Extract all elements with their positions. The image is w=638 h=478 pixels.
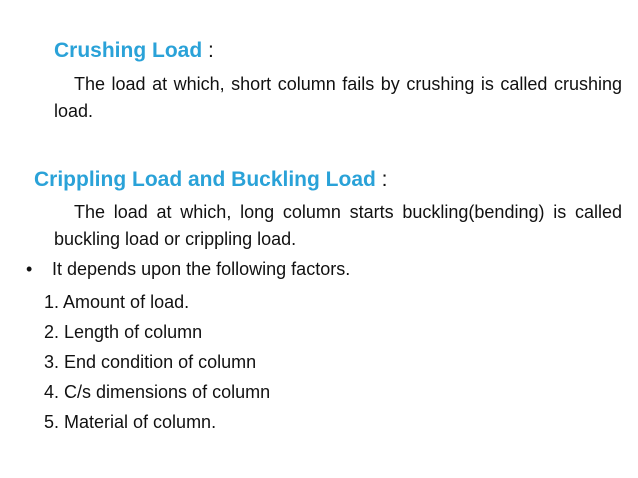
definition-text: The load at which, short column fails by crushing is called crushing load. <box>54 74 622 121</box>
heading-colon: : <box>381 168 388 191</box>
crippling-load-definition <box>54 199 622 253</box>
factor-item: 3. End condition of column <box>44 352 257 372</box>
crippling-load-heading <box>34 167 388 193</box>
heading-colon: : <box>208 39 214 62</box>
heading-term: Crushing Load <box>54 39 203 62</box>
factor-item: 2. Length of column <box>44 322 203 342</box>
factors-bullet <box>26 256 350 282</box>
factors-list <box>44 287 270 437</box>
bullet-dot: • <box>26 259 33 279</box>
factor-item: 4. C/s dimensions of column <box>44 382 271 402</box>
heading-term: Crippling Load and Buckling Load <box>34 168 376 191</box>
crushing-load-heading <box>54 38 214 64</box>
definition-text: The load at which, long column starts buckling(bending) is called buckling load or crippling load. <box>54 202 622 249</box>
bullet-text: It depends upon the following factors. <box>52 259 351 279</box>
factor-item: 5. Material of column. <box>44 412 217 432</box>
factor-item: 1. Amount of load. <box>44 292 190 312</box>
crushing-load-definition <box>54 71 622 125</box>
